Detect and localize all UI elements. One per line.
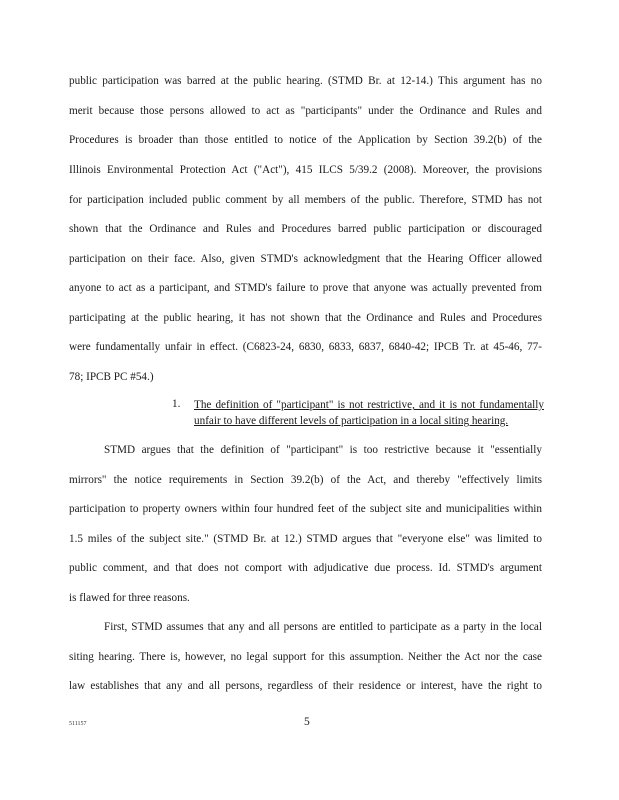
footer-document-code: 511157	[69, 721, 87, 727]
paragraph-2-line: is flawed for three reasons.	[69, 592, 190, 604]
page-number: 5	[304, 716, 310, 728]
paragraph-2-line: public comment, and that does not comport with adjudicative due process. Id. STMD's argument	[69, 562, 542, 574]
section-heading-line: The definition of "participant" is not restrictive, and it is not fundamentally	[194, 399, 544, 411]
section-heading-line: unfair to have different levels of participation in a local siting hearing.	[194, 415, 509, 427]
paragraph-3-line: law establishes that any and all persons, regardless of their residence or interest, have the right to	[69, 680, 542, 692]
section-heading-number: 1.	[172, 398, 181, 410]
paragraph-2-line: STMD argues that the definition of "participant" is too restrictive because it "essentially	[104, 444, 542, 456]
paragraph-3-line: siting hearing. There is, however, no legal support for this assumption. Neither the Act nor the case	[69, 651, 542, 663]
paragraph-1-line: were fundamentally unfair in effect. (C6823-24, 6830, 6833, 6837, 6840-42; IPCB Tr. at 45-46, 77-	[69, 341, 542, 353]
paragraph-1-line: shown that the Ordinance and Rules and Procedures barred public participation or discouraged	[69, 223, 542, 235]
paragraph-1-line: public participation was barred at the public hearing. (STMD Br. at 12-14.) This argument has no	[69, 75, 542, 87]
paragraph-1-line: merit because those persons allowed to act as "participants" under the Ordinance and Rules and	[69, 105, 542, 117]
paragraph-1-line: participating at the public hearing, it has not shown that the Ordinance and Rules and Procedures	[69, 312, 542, 324]
paragraph-1-line: Illinois Environmental Protection Act ("Act"), 415 ILCS 5/39.2 (2008). Moreover, the provisions	[69, 164, 542, 176]
paragraph-2-line: participation to property owners within four hundred feet of the subject site and municipalities within	[69, 503, 542, 515]
paragraph-2-line: 1.5 miles of the subject site." (STMD Br. at 12.) STMD argues that "everyone else" was limited to	[69, 533, 542, 545]
paragraph-1-line: for participation included public comment by all members of the public. Therefore, STMD has not	[69, 194, 542, 206]
paragraph-1-line: 78; IPCB PC #54.)	[69, 371, 154, 383]
paragraph-3-line: First, STMD assumes that any and all persons are entitled to participate as a party in the local	[104, 621, 542, 633]
paragraph-1-line: Procedures is broader than those entitled to notice of the Application by Section 39.2(b) of the	[69, 134, 542, 146]
paragraph-1-line: anyone to act as a participant, and STMD's failure to prove that anyone was actually prevented from	[69, 282, 542, 294]
paragraph-2-line: mirrors" the notice requirements in Section 39.2(b) of the Act, and thereby "effectively limits	[69, 474, 542, 486]
paragraph-1-line: participation on their face. Also, given STMD's acknowledgment that the Hearing Officer allowed	[69, 253, 542, 265]
